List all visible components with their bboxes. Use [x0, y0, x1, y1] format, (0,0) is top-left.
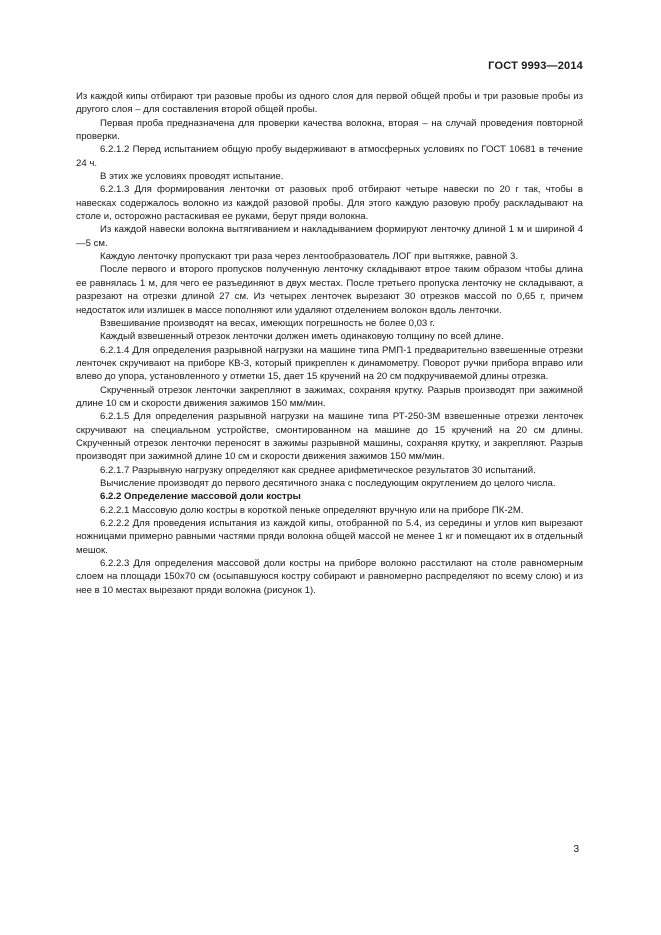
paragraph: 6.2.1.3 Для формирования ленточки от разовых проб отбирают четыре навески по 20 г так, чтобы в навесках содержалось волокно из каждой разовой пробы. Для этого каждую разовую пробу раскладывают на столе и, осторожно растаскивая ее руками, берут пряди волокна. [76, 184, 583, 223]
paragraph: Скрученный отрезок ленточки закрепляют в зажимах, сохраняя крутку. Разрыв производят при зажимной длине 10 см и скорости движения зажимов 150 мм/мин. [76, 384, 583, 409]
paragraph: 6.2.2.1 Массовую долю костры в короткой пеньке определяют вручную или на приборе ПК-2М. [100, 504, 524, 516]
paragraph: Каждую ленточку пропускают три раза через лентообразователь ЛОГ при вытяжке, равной 3. [100, 251, 519, 263]
paragraph: Взвешивание производят на весах, имеющих погрешность не более 0,03 г. [100, 317, 435, 329]
paragraph: Из каждой кипы отбирают три разовые пробы из одного слоя для первой общей пробы и три разовые пробы из другого слоя – для составления второй общей пробы. [76, 91, 583, 116]
paragraph: Из каждой навески волокна вытягиванием и накладыванием формируют ленточку длиной 1 м и шириной 4—5 см. [76, 224, 583, 249]
document-body [76, 90, 583, 597]
paragraph: Вычисление производят до первого десятичного знака с последующим округлением до целого числа. [100, 477, 556, 489]
paragraph: Каждый взвешенный отрезок ленточки должен иметь одинаковую толщину по всей длине. [100, 331, 504, 343]
paragraph: 6.2.2.3 Для определения массовой доли костры на приборе волокно расстилают на столе равномерным слоем на площади 150х70 см (осыпавшуюся костру собирают и равномерно распределяют по всему слою) и из нее в 10 местах вырезают пряди волокна (рисунок 1). [76, 558, 583, 596]
paragraph: В этих же условиях проводят испытание. [100, 171, 284, 183]
paragraph: После первого и второго пропусков полученную ленточку складывают втрое таким образом чтобы длина ее равнялась 1 м, для чего ее разъединяют в двух местах. После третьего пропуска ленточку не складывают, а разрезают на отрезки длиной 27 см. Из четырех ленточек вырезают 30 отрезков массой по 0,65 г, причем недостаток или излишек в массе пополняют или удаляют отделением волокон вдоль ленточки. [76, 264, 583, 316]
paragraph: 6.2.1.2 Перед испытанием общую пробу выдерживают в атмосферных условиях по ГОСТ 10681 в течение 24 ч. [76, 144, 583, 169]
page-number: 3 [573, 844, 579, 855]
paragraph: 6.2.1.5 Для определения разрывной нагрузки на машине типа РТ-250-3М взвешенные отрезки ленточек скручивают на специальном устройстве, смонтированном на машине до 15 кручений на 20 см длины. Скрученный отрезок ленточки переносят в зажимы разрывной машины, сохраняя крутку, и закрепляют. Разрыв производят при зажимной длине 10 см и скорости движения зажимов 150 мм/мин. [76, 411, 583, 463]
paragraph: 6.2.1.7 Разрывную нагрузку определяют как среднее арифметическое результатов 30 испытаний. [100, 464, 536, 476]
section-heading: 6.2.2 Определение массовой доли костры [100, 491, 301, 503]
paragraph: 6.2.2.2 Для проведения испытания из каждой кипы, отобранной по 5.4, из середины и углов кип вырезают ножницами примерно равными частями пряди волокна общей массой не менее 1 кг и помещают их в отдельный мешок. [76, 518, 583, 556]
standard-header: ГОСТ 9993—2014 [488, 60, 583, 72]
paragraph: 6.2.1.4 Для определения разрывной нагрузки на машине типа РМП-1 предварительно взвешенные отрезки ленточек скручивают на приборе КВ-3, который прикреплен к динамометру. Поворот ручки прибора вправо или влево до упора, установленного у отметки 15, дает 15 кручений на 20 см подкручиваемой длины отрезка. [76, 344, 583, 383]
paragraph: Первая проба предназначена для проверки качества волокна, вторая – на случай проведения повторной проверки. [76, 117, 583, 143]
